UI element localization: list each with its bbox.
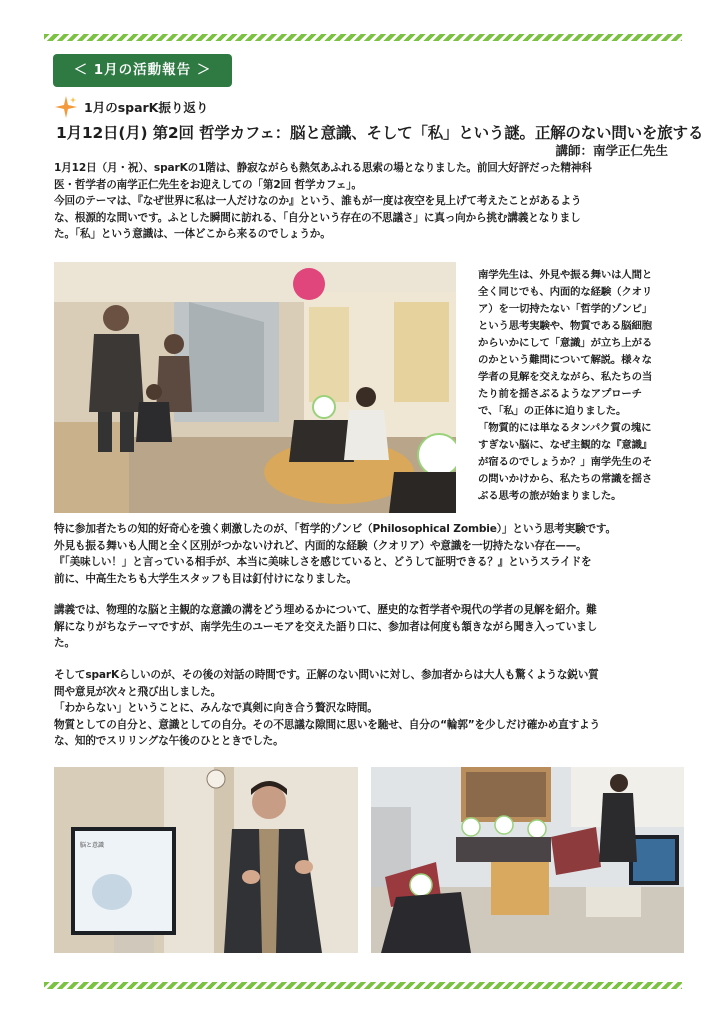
text-line: た。	[54, 637, 75, 650]
text-line: 前に、中高生たちも大学生スタッフも目は釘付けになりました。	[54, 572, 357, 585]
text-line: からいかにして「意識」が立ち上がる	[478, 337, 653, 349]
text-line: たり前を揺さぶるようなアプローチ	[478, 388, 642, 400]
text-line: ぶる思考の旅が始まりました。	[478, 490, 622, 502]
text-line: すぎない脳に、なぜ主観的な『意識』	[478, 439, 653, 451]
text-line: で、「私」の正体に迫りました。	[478, 405, 627, 417]
sparkle-icon	[54, 95, 78, 119]
text-line: の問いかけから、私たちの常識を揺さ	[478, 473, 653, 485]
section-heading-text: 1月のsparK振り返り	[84, 100, 209, 115]
text-line: 全く同じでも、内面的な経験（クオリ	[478, 286, 653, 298]
text-line: た。「私」という意識は、一体どこから来るのでしょうか。	[54, 228, 331, 241]
lecture-paragraph	[54, 602, 686, 652]
text-line: 問や意見が次々と飛び出しました。	[54, 685, 222, 698]
text-line: 『「美味しい！」と言っている相手が、本当に美味しさを感じていると、どうして証明できる？』というスライドを	[54, 556, 592, 569]
text-line: 「わからない」ということに、みんなで真剣に向き合う贅沢な時間。	[54, 702, 378, 715]
text-line: 特に参加者たちの知的好奇心を強く刺激したのが、「哲学的ゾンビ（Philosophical Zombie）」という思考実験です。	[54, 523, 616, 535]
text-line: な、知的でスリリングな午後のひとときでした。	[54, 735, 284, 748]
event-room-photo	[54, 262, 456, 513]
intro-paragraph	[54, 160, 686, 243]
text-line: 外見も振る舞いも人間と全く区別がつかないけれど、内面的な経験（クオリア）や意識を一切持たない存在——。	[54, 539, 587, 552]
dialogue-session-photo	[371, 767, 684, 953]
text-line: ア）を一切持たない「哲学的ゾンビ」	[478, 303, 653, 315]
dialogue-paragraph	[54, 667, 686, 750]
side-paragraph	[478, 267, 686, 505]
text-line: 物質としての自分と、意識としての自分。その不思議な隙間に思いを馳せ、自分の“輪郭”を少しだけ確かめ直すよう	[54, 718, 600, 731]
text-line: な、根源的な問いです。ふとした瞬間に訪れる、「自分という存在の不思議さ」に真っ向から挑む講義となりまし	[54, 211, 581, 224]
text-line: 今回のテーマは、『なぜ世界に私は一人だけなのか』という、誰もが一度は夜空を見上げて考えたことがあるよう	[54, 195, 582, 208]
bottom-decorative-stripe	[44, 982, 682, 989]
lecturer-photo	[54, 767, 358, 953]
text-line: 講義では、物理的な脳と主観的な意識の溝をどう埋めるかについて、歴史的な哲学者や現代の学者の見解を紹介。難	[54, 604, 597, 616]
text-line: 「物質的には単なるタンパク質の塊に	[478, 422, 652, 434]
top-decorative-stripe	[44, 34, 682, 41]
article-title: 1月12日(月) 第2回 哲学カフェ：脳と意識、そして「私」という謎。正解のない問いを旅する	[56, 124, 704, 142]
text-line: 学者の見解を交えながら、私たちの当	[478, 371, 653, 383]
text-line: 1月12日（月・祝）、sparKの1階は、静寂ながらも熱気あふれる思索の場となりました。前回大好評だった精神科	[54, 162, 592, 174]
text-line: という思考実験や、物質である脳細胞	[478, 320, 652, 332]
lecturer-credit: 講師：南学正仁先生	[555, 143, 668, 158]
text-line: が宿るのでしょうか？」南学先生のそ	[478, 456, 653, 468]
text-line: 医・哲学者の南学正仁先生をお迎えしての「第2回 哲学カフェ」。	[54, 178, 362, 191]
zombie-paragraph	[54, 521, 686, 587]
slide-title: 脳と意識	[80, 842, 105, 849]
text-line: そしてsparKらしいのが、その後の対話の時間です。正解のない問いに対し、参加者からは大人も驚くような鋭い質	[54, 669, 599, 681]
monthly-report-badge: ＜ 1月の活動報告 ＞	[53, 54, 232, 87]
text-line: のかという難問について解説。様々な	[478, 354, 652, 366]
section-heading	[54, 95, 208, 119]
text-line: 南学先生は、外見や振る舞いは人間と	[478, 269, 653, 281]
text-line: 解になりがちなテーマですが、南学先生のユーモアを交えた語り口に、参加者は何度も頷きながら聞き入っていまし	[54, 620, 598, 633]
